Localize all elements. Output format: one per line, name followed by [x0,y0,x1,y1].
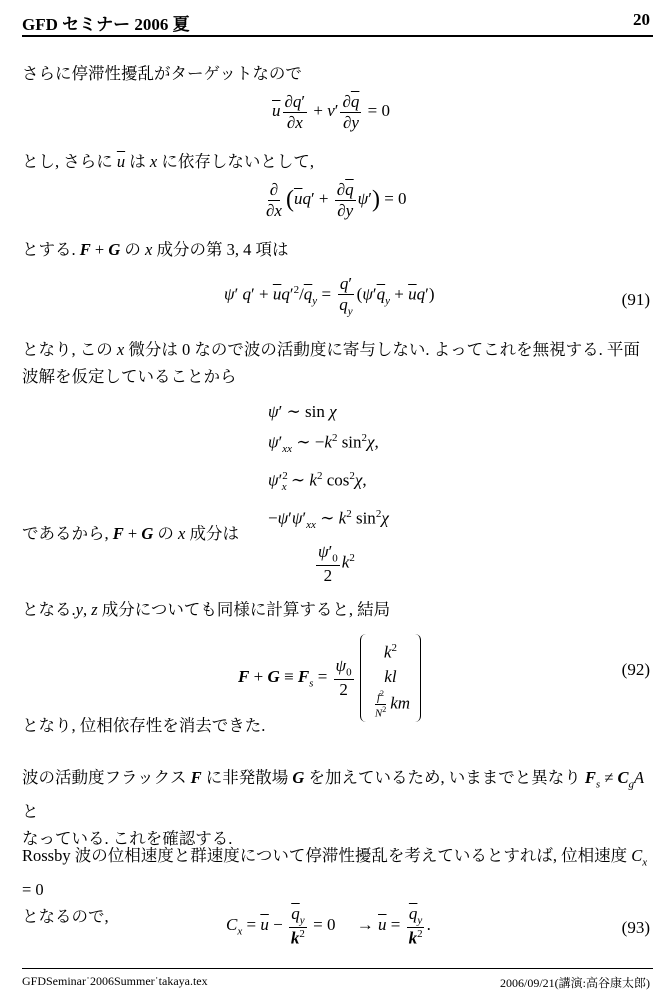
paragraph-4: となり, この x 微分は 0 なので波の活動度に寄与しない. よってこれを無視する. 平面波解を仮定していることから [22,340,640,386]
paragraph-9: Rossby 波の位相速度と群速度について停滞性擾乱を考えているとすれば, 位相速度 $C_x = 0$ となるので, [22,846,648,927]
paragraph-5: であるから, F + G の x 成分は [22,524,239,543]
paragraph-6: となる.y, z 成分についても同様に計算すると, 結局 [22,600,391,619]
paragraph-8: 波の活動度フラックス F に非発散場 G を加えているため, いままでと異なり $F_s \ne C_gA$ と なっている. これを確認する. [22,768,645,849]
equation-number-91: (91) [621,290,650,309]
footer-date: 2006/09/21(講演:高谷康太郎) [500,976,650,990]
equation-plane-wave: ψ′ ∼ sin χ $\psi'_{xx}$ ∼ $-k^2$ $\sin^2\chi$, $\psi'^2_x$ ∼ $k^2$ $\cos^2\chi$, $-\psi'\psi'_{xx}$ ∼ $k^2$ $\sin^2\chi$ [268,402,389,532]
equation-91: ψ′ $q' + \overline{u}q'^2/\overline{q}_y$ = $\frac{q'}{\overline{q}_y}$ $(\psi'\overline{q}_y + \overline{u}q')$ [224,274,435,317]
page-number: 20 [633,10,650,29]
footer-rule [22,968,653,969]
equation-number-93: (93) [621,918,650,937]
equation-x-component: $\frac{\psi'_0}{2}$ $k^2$ [318,542,355,586]
equation-92: $F + G \equiv F_s$ = $\frac{\psi_0}{2}$ $k^2$ kl $\frac{f^2}{N^2}$ km [238,634,421,722]
equation-number-92: (92) [621,660,650,679]
equation-stationary: $\overline{u}$ $\frac{\partial q'}{\partial x}$ + v′ $\frac{\partial\overline{q}}{\partial y}$ = 0 [272,92,390,132]
paragraph-7: となり, 位相依存性を消去できた. [22,716,266,735]
paragraph-2: とし, さらに $\overline{u}$ は x に依存しないとして, [22,152,314,171]
paragraph-1: さらに停滞性擾乱がターゲットなので [22,64,302,83]
header-title: GFD セミナー 2006 夏 [22,15,190,34]
equation-derivative: $\frac{\partial}{\partial x}$ ($\overline{u}q'$ + $\frac{\partial\overline{q}}{\partial y}$ ψ′) = 0 [266,180,407,220]
header-rule [22,35,653,37]
footer-filename: GFDSeminar˙2006Summer˙takaya.tex [22,974,208,988]
equation-93: $C_x = \overline{u}$ − $\frac{\overline{q}_y}{k^2}$ = 0 → $\overline{u}$ = $\frac{\overline{q}_y}{k^2}$ . [226,904,431,948]
paragraph-3: とする. F + G の x 成分の第 3, 4 項は [22,240,289,259]
